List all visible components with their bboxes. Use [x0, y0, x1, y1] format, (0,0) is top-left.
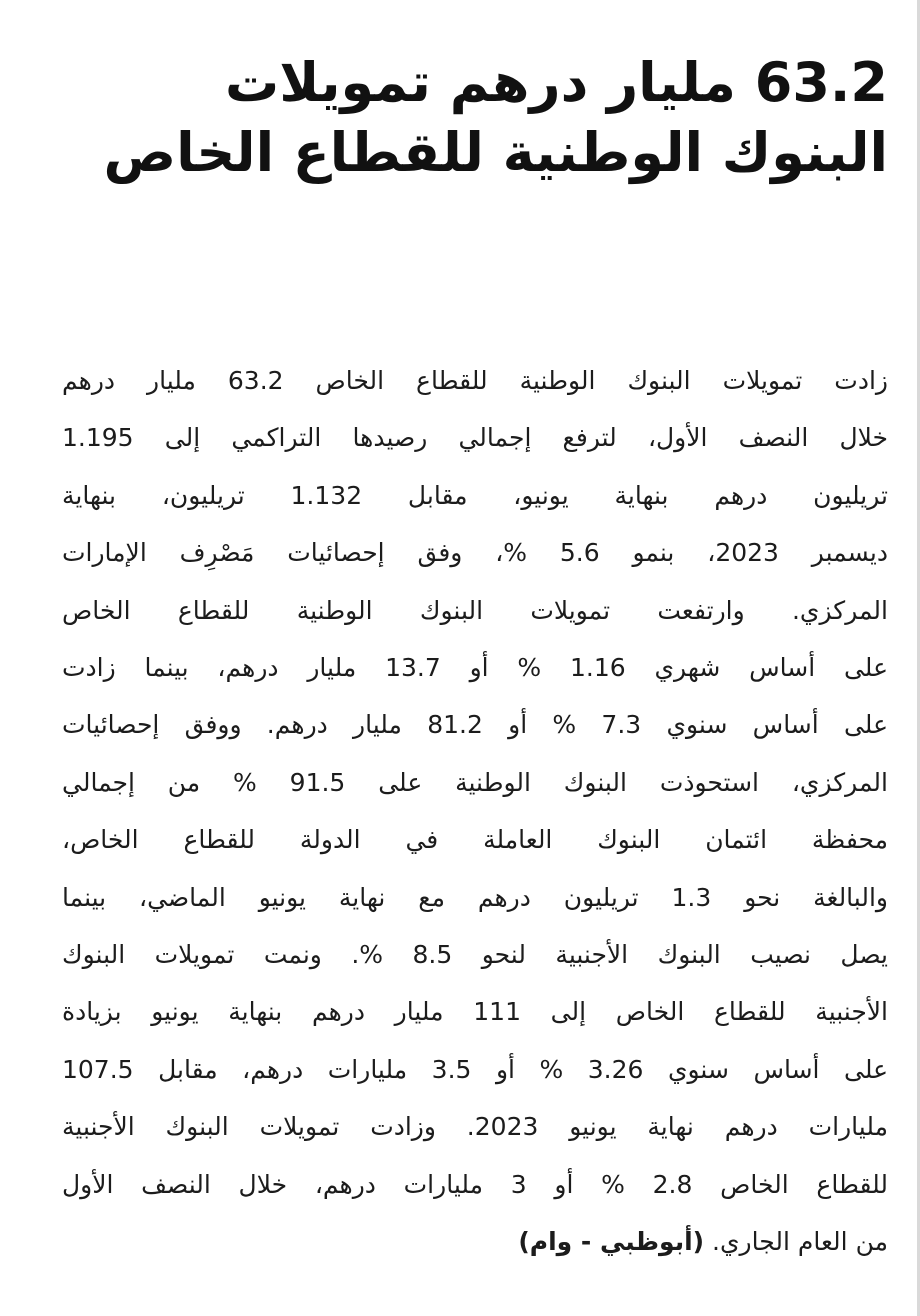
- article-body: [62, 352, 888, 1271]
- body-line: والبالغة نحو 1.3 تريليون درهم مع نهاية يونيو الماضي، بينما: [62, 882, 888, 912]
- body-line: مليارات درهم نهاية يونيو 2023. وزادت تمويلات البنوك الأجنبية: [62, 1112, 889, 1142]
- article-source-credit: (أبوظبي - وام): [518, 1227, 705, 1257]
- body-line: على أساس سنوي 3.26 % أو 3.5 مليارات درهم، مقابل 107.5: [62, 1054, 889, 1084]
- article-headline: [62, 48, 888, 188]
- body-line: على أساس سنوي 7.3 % أو 81.2 مليار درهم. ووفق إحصائيات: [62, 710, 888, 740]
- body-line: المركزي. وارتفعت تمويلات البنوك الوطنية للقطاع الخاص: [62, 595, 888, 625]
- body-last-line: [62, 1213, 888, 1270]
- body-line: للقطاع الخاص 2.8 % أو 3 مليارات درهم، خلال النصف الأول: [62, 1169, 888, 1199]
- body-line: زادت تمويلات البنوك الوطنية للقطاع الخاص 63.2 مليار درهم: [62, 366, 888, 395]
- body-closing-text: من العام الجاري.: [712, 1227, 888, 1257]
- headline-line-1: 63.2 مليار درهم تمويلات: [225, 51, 888, 114]
- body-line: ديسمبر 2023، بنمو 5.6 %، وفق إحصائيات مَصْرِف الإمارات: [62, 538, 888, 568]
- headline-line-2: البنوك الوطنية للقطاع الخاص: [103, 121, 888, 184]
- body-line: تريليون درهم بنهاية يونيو، مقابل 1.132 تريليون، بنهاية: [62, 480, 888, 510]
- body-line: خلال النصف الأول، لترفع إجمالي رصيدها التراكمي إلى 1.195: [62, 423, 888, 453]
- body-line: المركزي، استحوذت البنوك الوطنية على 91.5 % من إجمالي: [62, 767, 888, 797]
- body-line: يصل نصيب البنوك الأجنبية لنحو 8.5 %. ونمت تمويلات البنوك: [62, 940, 888, 970]
- body-line: الأجنبية للقطاع الخاص إلى 111 مليار درهم بنهاية يونيو بزيادة: [62, 997, 888, 1027]
- body-line: على أساس شهري 1.16 % أو 13.7 مليار درهم، بينما زادت: [62, 653, 888, 683]
- body-line: محفظة ائتمان البنوك العاملة في الدولة للقطاع الخاص،: [62, 825, 888, 855]
